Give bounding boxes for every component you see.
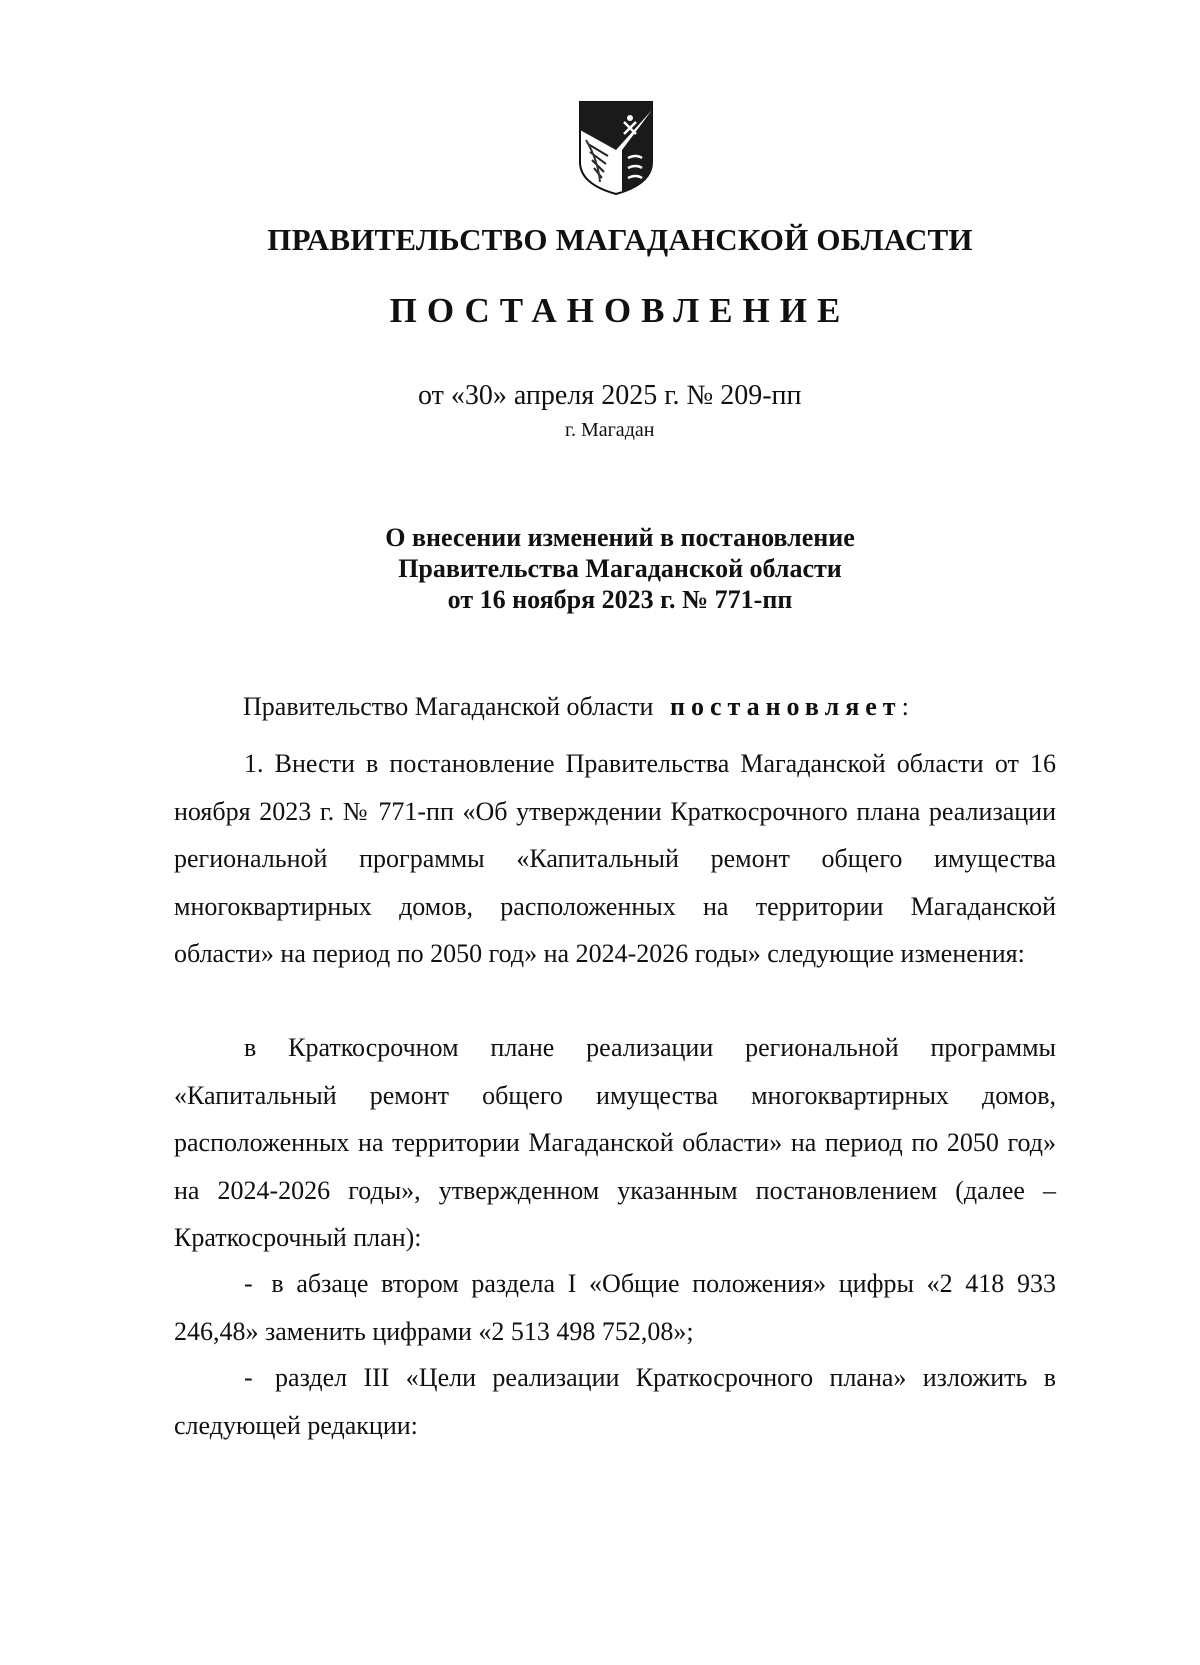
- subject-line-1: О внесении изменений в постановление: [385, 523, 855, 552]
- document-date-number: от «30» апреля 2025 г. № 209-пп: [418, 380, 802, 411]
- list-item-2-text: раздел III «Цели реализации Краткосрочного плана» изложить в следующей редакции:: [174, 1363, 1056, 1440]
- list-item-1-text: в абзаце втором раздела I «Общие положения» цифры «2 418 933 246,48» заменить цифрами «2 513 498 752,08»;: [174, 1269, 1057, 1346]
- list-item-1: [174, 1260, 1056, 1355]
- preamble-verb: постановляет: [669, 692, 902, 721]
- subject-line-3: от 16 ноября 2023 г. № 771-пп: [447, 585, 793, 614]
- magadan-region-coat-of-arms-icon: [578, 100, 654, 196]
- preamble: [243, 692, 909, 722]
- list-item-2: [174, 1354, 1056, 1449]
- subject-line-2: Правительства Магаданской области: [398, 554, 842, 583]
- paragraph-1: 1. Внести в постановление Правительства Магаданской области от 16 ноября 2023 г. № 771-пп «Об утверждении Краткосрочного плана реализации региональной программы «Капитальный ремонт общего имущества многоквартирных домов, расположенных на территории Магаданской области» на период по 2050 год» на 2024-2026 годы» следующие изменения:: [174, 749, 1056, 968]
- list-item-1-dash: -: [244, 1269, 253, 1298]
- preamble-suffix: :: [901, 692, 909, 721]
- document-city: г. Магадан: [565, 419, 655, 441]
- document-type-heading: ПОСТАНОВЛЕНИЕ: [389, 291, 851, 330]
- paragraph-2: в Краткосрочном плане реализации региональной программы «Капитальный ремонт общего имущества многоквартирных домов, расположенных на территории Магаданской области» на период по 2050 год» на 2024-2026 годы», утвержденном указанным постановлением (далее – Краткосрочный план):: [174, 1033, 1056, 1252]
- document-subject: [0, 522, 1200, 615]
- government-title: ПРАВИТЕЛЬСТВО МАГАДАНСКОЙ ОБЛАСТИ: [267, 222, 973, 257]
- preamble-prefix: Правительство Магаданской области: [243, 692, 654, 721]
- list-item-2-dash: -: [244, 1363, 253, 1392]
